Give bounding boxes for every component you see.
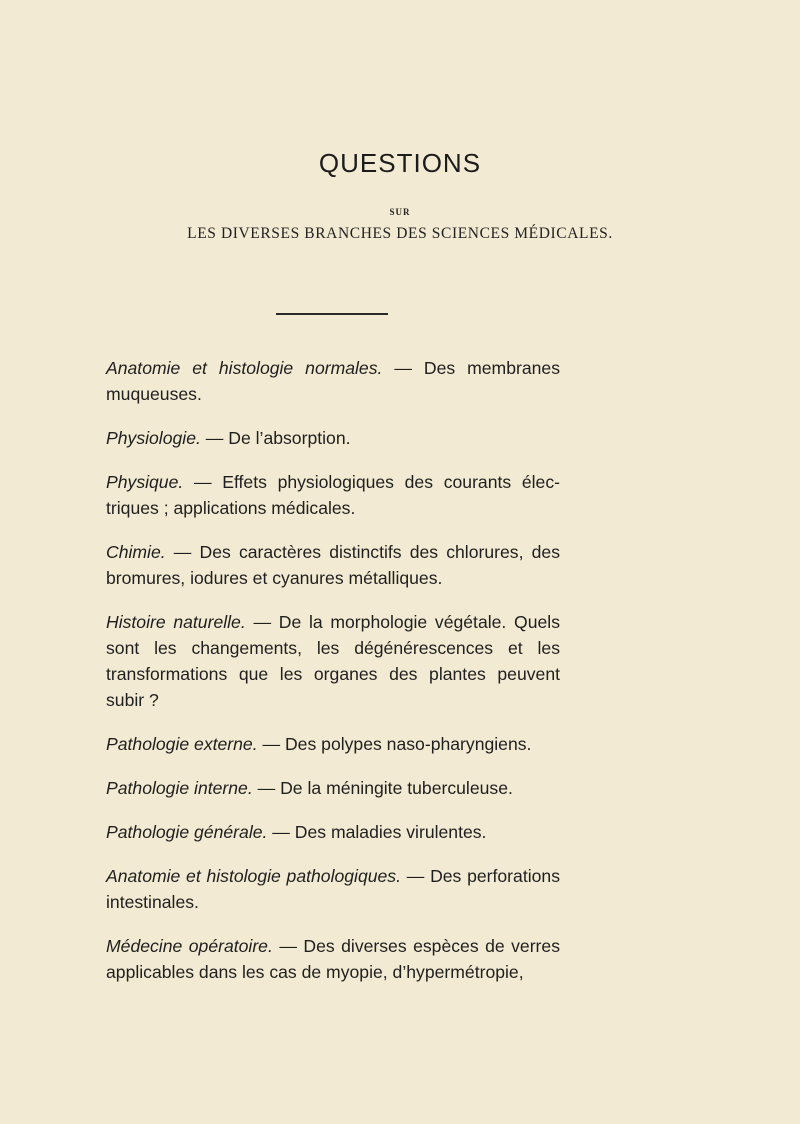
question-entry <box>106 539 560 591</box>
subject-label: Pathologie générale. <box>106 822 268 842</box>
subject-label: Pathologie externe. <box>106 734 258 754</box>
subject-label: Histoire naturelle. <box>106 612 246 632</box>
separator-rule <box>276 313 388 315</box>
question-entry <box>106 609 560 713</box>
question-entry <box>106 933 560 985</box>
page-subtitle: LES DIVERSES BRANCHES DES SCIENCES MÉDICALES. <box>187 225 613 242</box>
question-text: — De la méningite tuberculeuse. <box>252 778 513 798</box>
subject-label: Anatomie et histologie normales. <box>106 358 383 378</box>
subject-label: Chimie. <box>106 542 166 562</box>
question-entry <box>106 731 560 757</box>
question-text: — Des maladies virulentes. <box>267 822 487 842</box>
question-text: — Des membranes muqueuses. <box>106 358 560 404</box>
page-title: QUESTIONS <box>318 148 482 178</box>
question-text: — De la morphologie végétale. Quels sont les changements, les dégénérescences et les transformations que les organes des plantes peuvent subir ? <box>106 612 560 710</box>
question-entry <box>106 355 560 407</box>
question-entry <box>106 425 560 451</box>
subject-label: Anatomie et histologie pathologiques. <box>106 866 401 886</box>
question-text: — Des polypes naso-pharyngiens. <box>257 734 532 754</box>
subject-label: Physique. <box>106 472 184 492</box>
subject-label: Physiologie. <box>106 428 201 448</box>
question-entry <box>106 469 560 521</box>
question-entry <box>106 775 560 801</box>
questions-list <box>106 355 560 1003</box>
question-text: — De l’absorption. <box>200 428 351 448</box>
question-text: — Des caractères distinctifs des chlorures, des bromures, iodures et cyanures métalliques. <box>106 542 560 588</box>
title-connector: SUR <box>389 207 411 217</box>
subject-label: Médecine opératoire. <box>106 936 273 956</box>
question-entry <box>106 863 560 915</box>
subject-label: Pathologie interne. <box>106 778 253 798</box>
question-text: — Des perforations intestinales. <box>106 866 560 912</box>
question-text: — Des diverses espèces de verres applicables dans les cas de myopie, d’hypermétropie, <box>106 936 560 982</box>
question-text: — Effets physiologiques des courants électriques ; applications médicales. <box>106 472 560 518</box>
question-entry <box>106 819 560 845</box>
